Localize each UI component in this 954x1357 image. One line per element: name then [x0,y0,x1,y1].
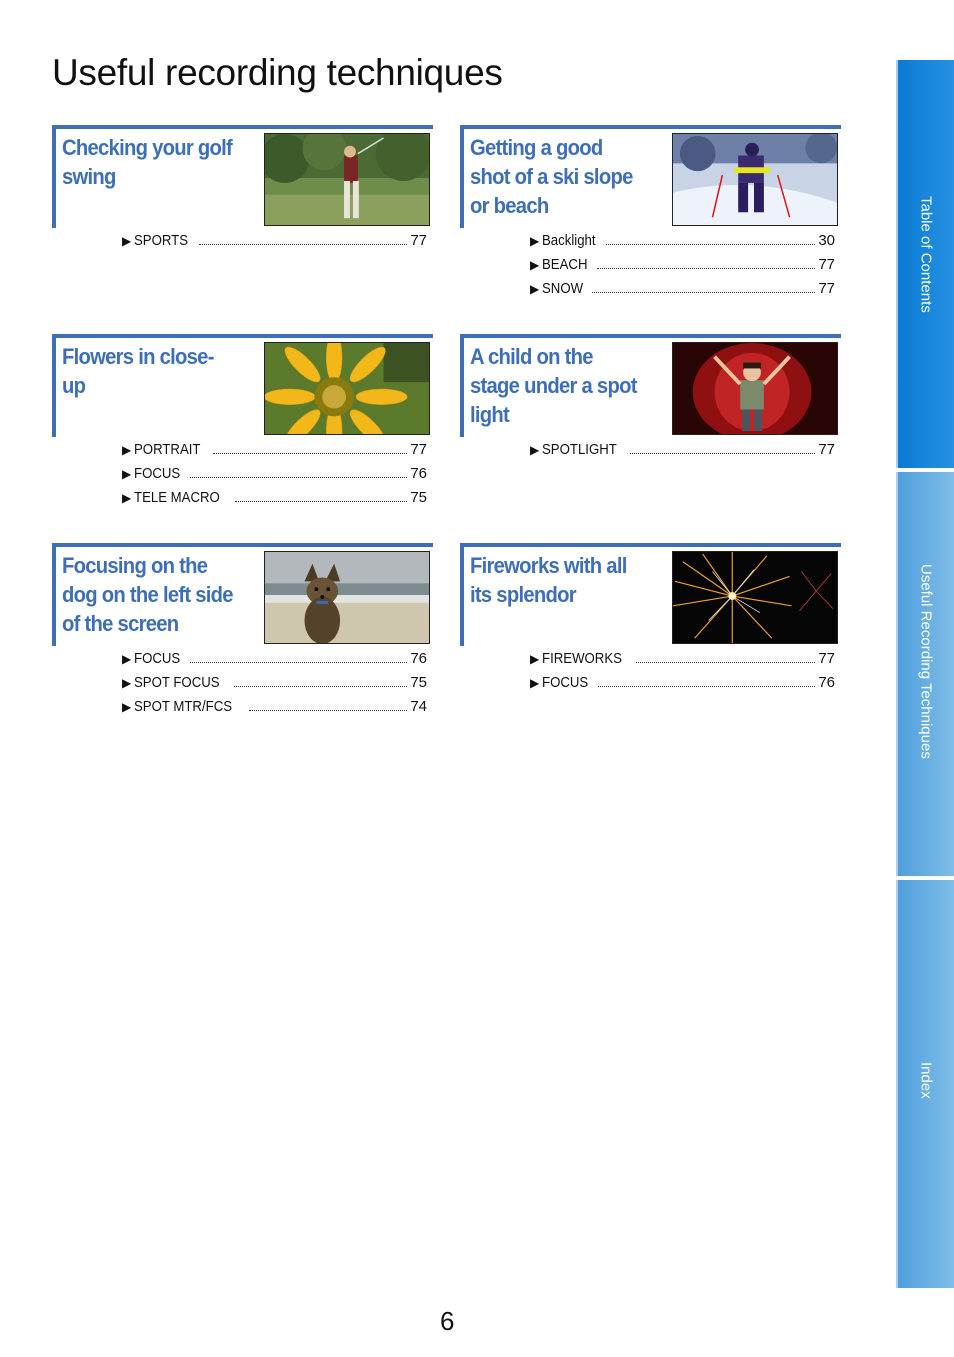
card-header [52,543,433,646]
leader-dots [592,280,815,293]
card-header [52,125,433,228]
child-stage-photo [672,342,838,435]
leader-dots [597,256,815,269]
technique-card-flowers [52,334,433,506]
skier-photo [672,133,838,226]
reference-list [530,650,835,698]
reference-page: 75 [410,489,427,506]
play-arrow-icon: ▶ [122,467,132,481]
leader-dots [235,489,408,502]
tab-label: Table of Contents [917,196,935,313]
tab-table-of-contents[interactable] [896,60,954,468]
reference-label: Backlight [542,232,596,249]
play-arrow-icon: ▶ [530,234,540,248]
page-number: 6 [440,1306,455,1336]
reference-page: 77 [818,256,835,273]
card-title[interactable]: Flowers in close-up [62,344,214,398]
reference-label: BEACH [542,256,588,273]
reference-label: FOCUS [134,650,181,667]
card-header [460,334,841,437]
leader-dots [606,232,815,245]
reference-link[interactable] [122,489,427,513]
play-arrow-icon: ▶ [122,234,132,248]
page-title: Useful recording techniques [52,52,503,93]
reference-link[interactable] [122,674,427,698]
play-arrow-icon: ▶ [530,258,540,272]
reference-page: 77 [410,441,427,458]
reference-page: 77 [818,441,835,458]
technique-card-dog [52,543,433,715]
play-arrow-icon: ▶ [122,443,132,457]
reference-list [122,232,427,256]
leader-dots [598,674,816,687]
leader-dots [234,674,407,687]
tab-label: Useful Recording Techniques [917,564,935,759]
play-arrow-icon: ▶ [530,282,540,296]
play-arrow-icon: ▶ [530,443,540,457]
leader-dots [190,465,408,478]
reference-label: TELE MACRO [134,489,221,506]
play-arrow-icon: ▶ [530,676,540,690]
reference-page: 77 [818,650,835,667]
sunflower-photo [264,342,430,435]
reference-list [122,441,427,513]
card-header [460,543,841,646]
technique-card-ski [460,125,841,297]
reference-link[interactable] [530,232,835,256]
tab-useful-recording-techniques[interactable] [896,472,954,876]
reference-link[interactable] [530,280,835,304]
reference-page: 75 [410,674,427,691]
tab-index[interactable] [896,880,954,1288]
golfer-photo [264,133,430,226]
card-header [460,125,841,228]
technique-card-stage [460,334,841,458]
reference-link[interactable] [122,232,427,256]
reference-page: 76 [410,465,427,482]
reference-page: 77 [410,232,427,249]
reference-link[interactable] [122,650,427,674]
reference-link[interactable] [122,441,427,465]
reference-link[interactable] [122,465,427,489]
card-title[interactable]: Getting a good shot of a ski slope or beach [470,135,633,218]
leader-dots [199,232,408,245]
reference-list [530,232,835,304]
tab-label: Index [917,1062,935,1099]
reference-label: SPORTS [134,232,189,249]
reference-page: 76 [818,674,835,691]
leader-dots [190,650,408,663]
reference-list [530,441,835,465]
card-title[interactable]: Fireworks with all its splendor [470,553,627,607]
reference-label: SPOTLIGHT [542,441,618,458]
dog-beach-photo [264,551,430,644]
reference-list [122,650,427,722]
reference-label: FOCUS [542,674,589,691]
technique-card-fireworks [460,543,841,691]
reference-label: SPOT FOCUS [134,674,220,691]
leader-dots [249,698,408,711]
technique-card-golf [52,125,433,249]
leader-dots [636,650,815,663]
reference-label: FIREWORKS [542,650,623,667]
reference-link[interactable] [530,256,835,280]
reference-label: FOCUS [134,465,181,482]
play-arrow-icon: ▶ [122,676,132,690]
reference-page: 30 [818,232,835,249]
card-title[interactable]: Checking your golf swing [62,135,233,189]
reference-label: PORTRAIT [134,441,201,458]
leader-dots [630,441,815,454]
reference-link[interactable] [530,441,835,465]
leader-dots [213,441,408,454]
play-arrow-icon: ▶ [122,652,132,666]
card-header [52,334,433,437]
play-arrow-icon: ▶ [122,491,132,505]
reference-page: 74 [410,698,427,715]
card-title[interactable]: Focusing on the dog on the left side of the screen [62,553,233,636]
reference-link[interactable] [530,650,835,674]
play-arrow-icon: ▶ [530,652,540,666]
reference-label: SNOW [542,280,584,297]
reference-page: 77 [818,280,835,297]
reference-link[interactable] [122,698,427,722]
fireworks-photo [672,551,838,644]
card-title[interactable]: A child on the stage under a spot light [470,344,637,427]
reference-page: 76 [410,650,427,667]
play-arrow-icon: ▶ [122,700,132,714]
reference-label: SPOT MTR/FCS [134,698,233,715]
reference-link[interactable] [530,674,835,698]
